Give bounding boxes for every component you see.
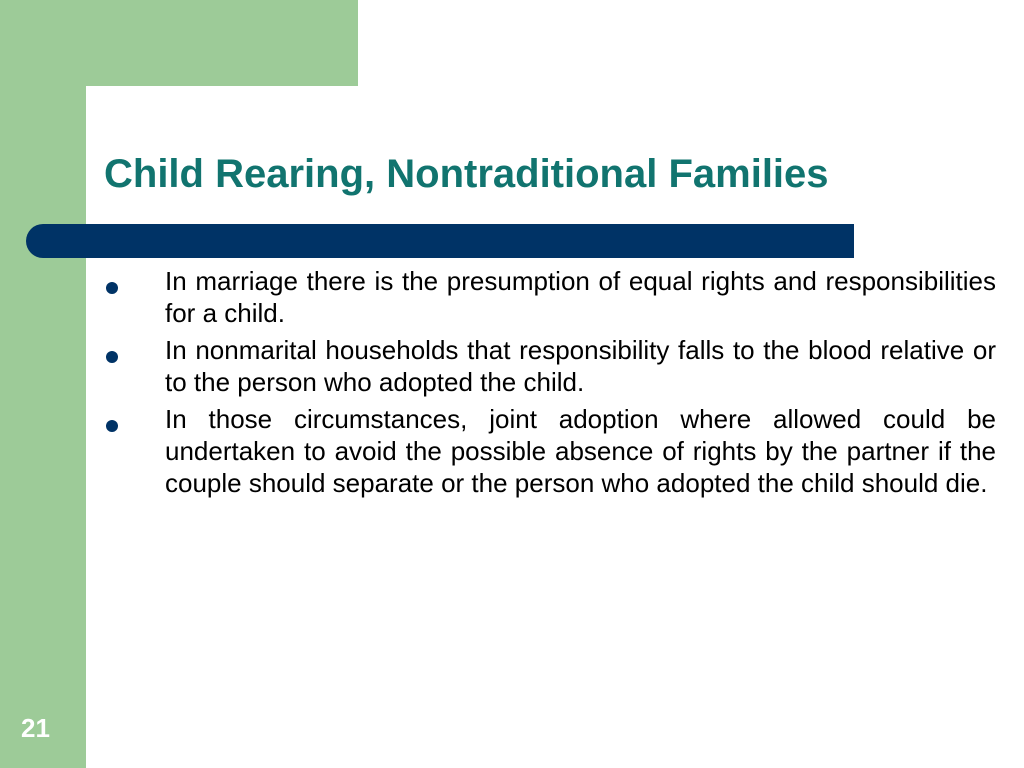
bullet-dot-icon — [106, 351, 118, 363]
slide-title: Child Rearing, Nontraditional Families — [104, 152, 829, 196]
bullet-list — [0, 265, 996, 504]
page-number: 21 — [21, 713, 50, 743]
bullet-text: In marriage there is the presumption of equal rights and responsibilities for a child. — [165, 266, 996, 328]
bullet-text: In nonmarital households that responsibility falls to the blood relative or to the person who adopted the child. — [165, 335, 996, 397]
top-green-band — [0, 0, 358, 86]
bullet-item — [0, 403, 996, 499]
bullet-item — [0, 265, 996, 329]
bullet-text: In those circumstances, joint adoption where allowed could be undertaken to avoid the possible absence of rights by the partner if the couple should separate or the person who adopted the child should die. — [165, 404, 996, 498]
title-underline-bar — [26, 224, 854, 258]
bullet-dot-icon — [106, 420, 118, 432]
bullet-item — [0, 334, 996, 398]
bullet-dot-icon — [106, 282, 118, 294]
